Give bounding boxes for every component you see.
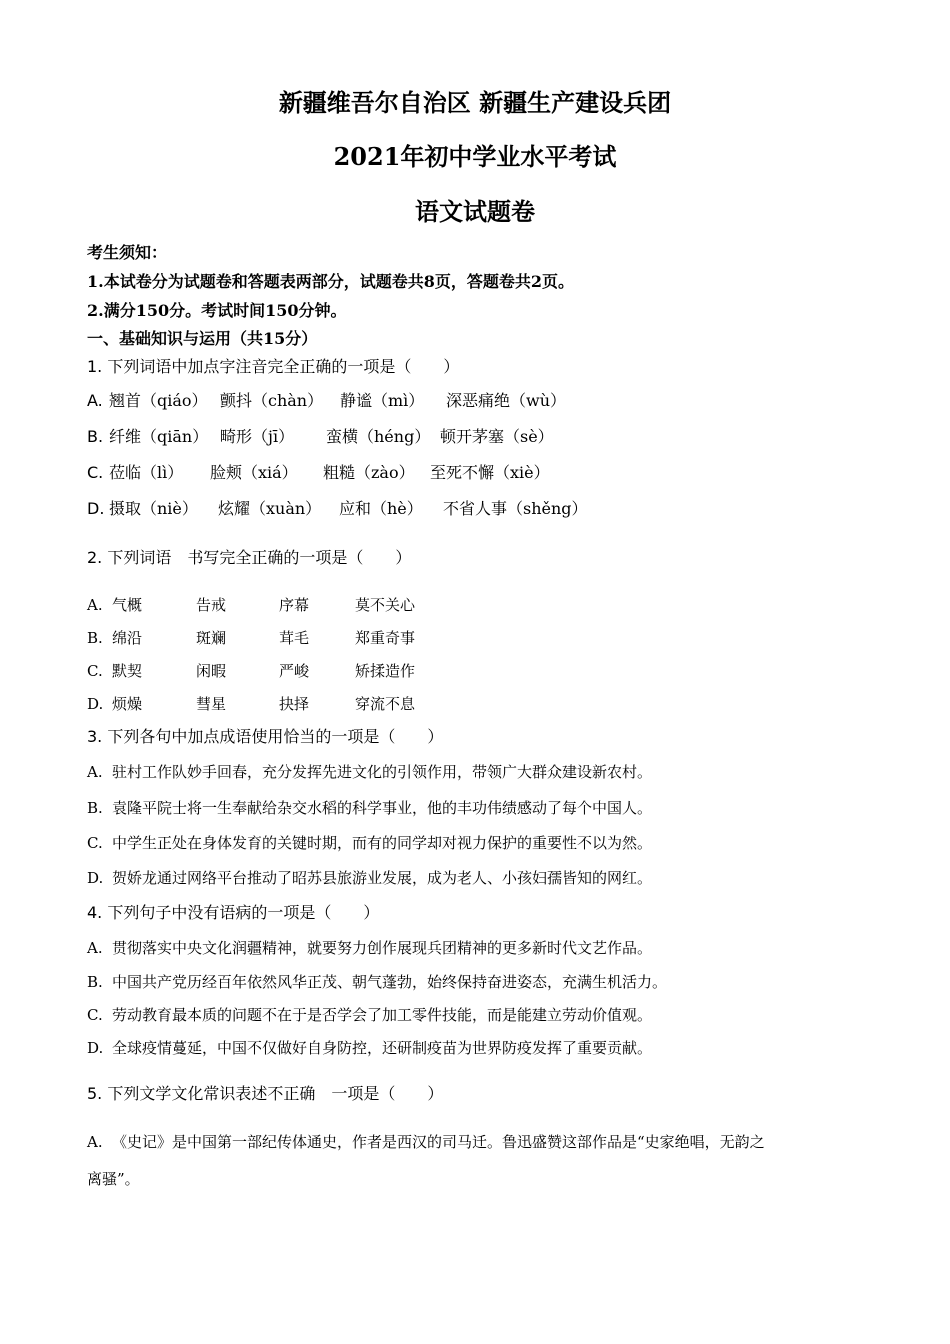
option-item: 严峻	[279, 662, 310, 680]
option-letter: A.	[87, 763, 103, 781]
option-item: 深恶痛绝（wù）	[446, 391, 567, 410]
option-item: 炫耀（xuàn）	[218, 499, 322, 518]
exam-title-subject: 语文试题卷	[415, 197, 535, 226]
option-item: 烦燥	[112, 695, 143, 713]
option-item: 顿开茅塞（sè）	[440, 427, 554, 446]
question-number: 2.	[87, 548, 103, 567]
option-item: 穿流不息	[355, 695, 416, 713]
option-text: 离骚”。	[87, 1170, 140, 1188]
section-1-heading: 一、基础知识与运用（共15分）	[87, 329, 318, 348]
option-text: 《史记》是中国第一部纪传体通史，作者是西汉的司马迁。鲁迅盛赞这部作品是“史家绝唱，无韵之	[112, 1133, 765, 1151]
option-letter: C.	[87, 463, 104, 482]
option-item: 彗星	[196, 695, 227, 713]
option-item: 蛮横（héng）	[326, 427, 431, 446]
question-number: 5.	[87, 1084, 103, 1103]
question-2	[87, 547, 411, 569]
option-item: 斑斓	[196, 629, 227, 647]
exam-title-region: 新疆维吾尔自治区 新疆生产建设兵团	[278, 88, 672, 117]
question-3	[87, 726, 443, 748]
option-item: 不省人事（shěng）	[443, 499, 588, 518]
question-number: 1.	[87, 357, 103, 376]
option-text: 中学生正处在身体发育的关键时期，而有的同学却对视力保护的重要性不以为然。	[112, 834, 653, 852]
question-stem: 下列句子中没有语病的一项是（ ）	[107, 903, 380, 922]
option-item: 气概	[112, 596, 143, 614]
option-letter: D.	[87, 499, 105, 518]
option-letter: B.	[87, 973, 103, 991]
option-item: 矫揉造作	[355, 662, 416, 680]
option-item: 粗糙（zào）	[323, 463, 415, 482]
option-letter: A.	[87, 391, 103, 410]
question-stem: 下列词语中加点字注音完全正确的一项是（ ）	[107, 357, 460, 376]
option-item: 摄取（niè）	[109, 499, 198, 518]
option-text: 驻村工作队妙手回春，充分发挥先进文化的引领作用，带领广大群众建设新农村。	[112, 763, 653, 781]
option-letter: C.	[87, 1006, 103, 1024]
option-text: 袁隆平院士将一生奉献给杂交水稻的科学事业，他的丰功伟绩感动了每个中国人。	[112, 799, 653, 817]
option-item: 告戒	[196, 596, 227, 614]
option-item: 至死不懈（xiè）	[430, 463, 550, 482]
option-text: 贯彻落实中央文化润疆精神，就要努力创作展现兵团精神的更多新时代文艺作品。	[112, 939, 653, 957]
option-item: 纤维（qiān）	[109, 427, 209, 446]
option-letter: C.	[87, 662, 103, 680]
option-item: 翘首（qiáo）	[109, 391, 208, 410]
notice-heading: 考生须知：	[87, 243, 168, 262]
option-letter: B.	[87, 799, 103, 817]
question-number: 4.	[87, 903, 103, 922]
option-letter: D.	[87, 869, 104, 887]
notice-item-1: 1.本试卷分为试题卷和答题表两部分，试题卷共8页，答题卷共2页。	[87, 272, 574, 291]
option-letter: B.	[87, 427, 104, 446]
option-item: 颤抖（chàn）	[220, 391, 324, 410]
option-item: 莅临（lì）	[109, 463, 184, 482]
option-item: 序幕	[279, 596, 310, 614]
option-letter: A.	[87, 596, 103, 614]
question-stem: 下列各句中加点成语使用恰当的一项是（ ）	[107, 727, 444, 746]
question-5	[87, 1083, 443, 1105]
question-1	[87, 356, 459, 378]
option-text: 全球疫情蔓延，中国不仅做好自身防控，还研制疫苗为世界防疫发挥了重要贡献。	[112, 1039, 653, 1057]
option-item: 郑重奇事	[355, 629, 416, 647]
option-item: 茸毛	[279, 629, 310, 647]
option-letter: A.	[87, 1133, 103, 1151]
question-4	[87, 902, 379, 924]
question-number: 3.	[87, 727, 103, 746]
question-stem: 下列文学文化常识表述不正确 一项是（ ）	[107, 1084, 444, 1103]
option-letter: D.	[87, 695, 104, 713]
option-item: 畸形（jī）	[220, 427, 295, 446]
option-text: 贺娇龙通过网络平台推动了昭苏县旅游业发展，成为老人、小孩妇孺皆知的网红。	[112, 869, 653, 887]
option-item: 脸颊（xiá）	[210, 463, 298, 482]
option-letter: B.	[87, 629, 103, 647]
option-text: 中国共产党历经百年依然风华正茂、朝气蓬勃，始终保持奋进姿态，充满生机活力。	[112, 973, 668, 991]
option-item: 莫不关心	[355, 596, 416, 614]
notice-item-2: 2.满分150分。考试时间150分钟。	[87, 301, 347, 320]
option-text: 劳动教育最本质的问题不在于是否学会了加工零件技能，而是能建立劳动价值观。	[112, 1006, 653, 1024]
question-stem: 下列词语 书写完全正确的一项是（ ）	[107, 548, 412, 567]
option-item: 默契	[112, 662, 143, 680]
option-item: 应和（hè）	[339, 499, 423, 518]
option-item: 闲暇	[196, 662, 227, 680]
option-letter: A.	[87, 939, 103, 957]
exam-title-year: 2021年初中学业水平考试	[333, 142, 617, 171]
option-letter: D.	[87, 1039, 104, 1057]
option-item: 绵沿	[112, 629, 143, 647]
option-item: 抉择	[279, 695, 310, 713]
option-letter: C.	[87, 834, 103, 852]
option-item: 静谧（mì）	[340, 391, 425, 410]
